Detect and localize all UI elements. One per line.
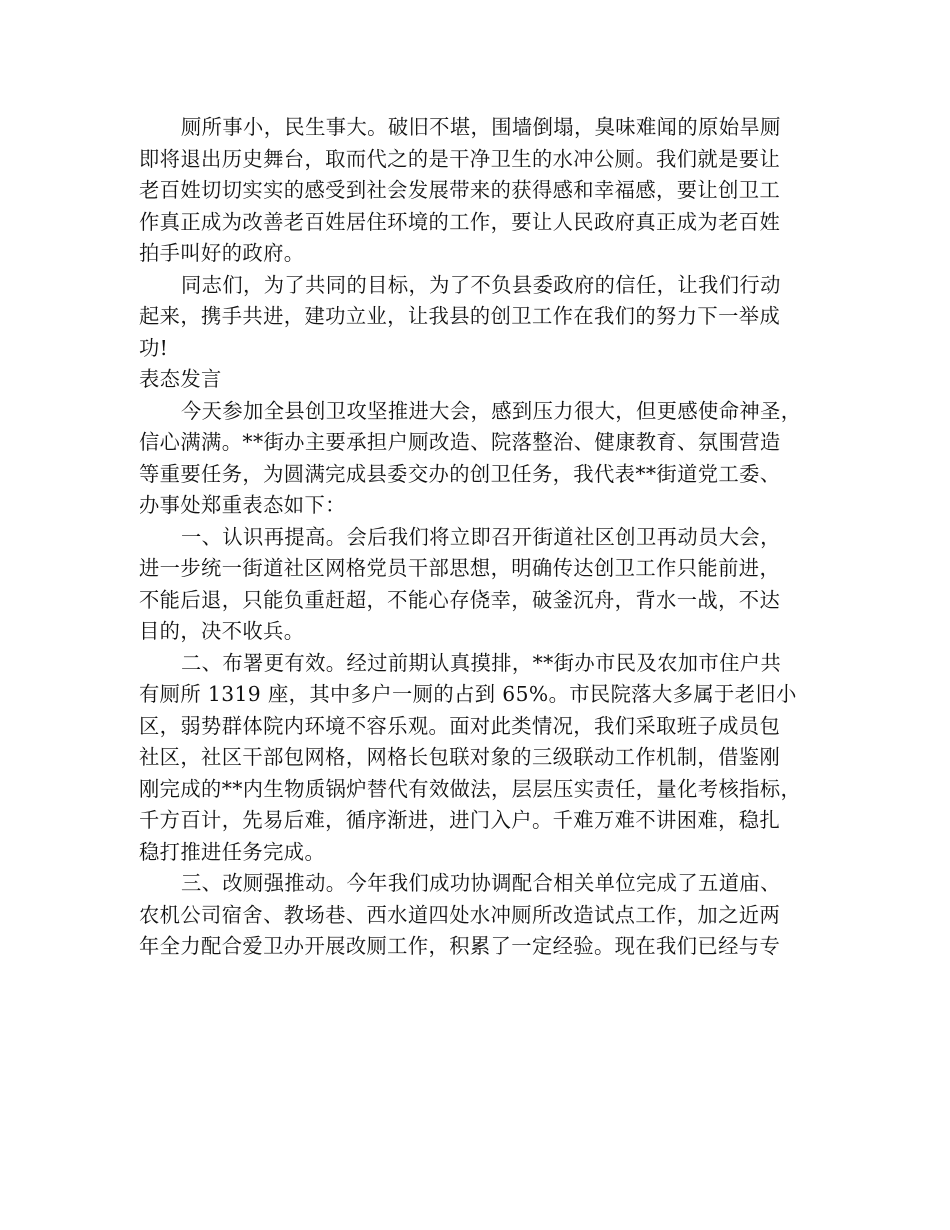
text-line: 千方百计，先易后难，循序渐进，进门入户。千难万难不讲困难，稳扎 — [139, 808, 781, 832]
text-line: 区，弱势群体院内环境不容乐观。面对此类情况，我们采取班子成员包 — [139, 713, 781, 738]
text-line: 作真正成为改善老百姓居住环境的工作，要让人民政府真正成为老百姓 — [139, 209, 781, 234]
text-line: 有厕所 1319 座，其中多户一厕的占到 65%。市民院落大多属于老旧小 — [139, 682, 797, 706]
text-line: 拍手叫好的政府。 — [139, 241, 305, 265]
text-line: 一、认识再提高。会后我们将立即召开街道社区创卫再动员大会， — [181, 524, 781, 549]
section-heading — [139, 364, 825, 396]
text-line: 进一步统一街道社区网格党员干部思想，明确传达创卫工作只能前进， — [139, 556, 781, 580]
text-line: 刚完成的**内生物质锅炉替代有效做法，层层压实责任，量化考核指标， — [139, 776, 802, 801]
text-line: 稳打推进任务完成。 — [139, 839, 326, 864]
text-line: 社区，社区干部包网格，网格长包联对象的三级联动工作机制，借鉴刚 — [139, 745, 781, 769]
text-line: 信心满满。**街办主要承担户厕改造、院落整治、健康教育、氛围营造 — [139, 430, 781, 454]
text-line: 老百姓切切实实的感受到社会发展带来的获得感和幸福感，要让创卫工 — [139, 178, 781, 202]
paragraph-call-to-action — [139, 270, 825, 365]
text-line: 同志们，为了共同的目标，为了不负县委政府的信任，让我们行动 — [181, 272, 781, 297]
paragraph-point-three — [139, 868, 825, 963]
text-line: 年全力配合爱卫办开展改厕工作，积累了一定经验。现在我们已经与专 — [139, 934, 781, 958]
paragraph-point-two — [139, 648, 825, 869]
text-line: 起来，携手共进，建功立业，让我县的创卫工作在我们的努力下一举成 — [139, 304, 781, 328]
paragraph-intro-statement — [139, 396, 825, 522]
heading-line: 表态发言 — [139, 367, 222, 391]
text-line: 农机公司宿舍、教场巷、西水道四处水冲厕所改造试点工作，加之近两 — [139, 902, 781, 927]
text-line: 功! — [139, 335, 169, 360]
text-line: 等重要任务，为圆满完成县委交办的创卫任务，我代表**街道党工委、 — [139, 461, 781, 486]
text-line: 目的，决不收兵。 — [139, 619, 305, 643]
text-line: 办事处郑重表态如下： — [139, 493, 346, 517]
text-line: 二、布署更有效。经过前期认真摸排，**街办市民及农加市住户共 — [181, 650, 782, 675]
paragraph-toilet-livelihood — [139, 112, 825, 270]
text-line: 不能后退，只能负重赶超，不能心存侥幸，破釜沉舟，背水一战，不达 — [139, 587, 781, 612]
text-line: 厕所事小，民生事大。破旧不堪，围墙倒塌，臭味难闻的原始旱厕 — [181, 115, 781, 139]
paragraph-point-one — [139, 522, 825, 648]
document-body — [139, 112, 825, 963]
text-line: 三、改厕强推动。今年我们成功协调配合相关单位完成了五道庙、 — [181, 871, 781, 895]
text-line: 今天参加全县创卫攻坚推进大会，感到压力很大，但更感使命神圣， — [181, 398, 802, 423]
text-line: 即将退出历史舞台，取而代之的是干净卫生的水冲公厕。我们就是要让 — [139, 146, 781, 171]
